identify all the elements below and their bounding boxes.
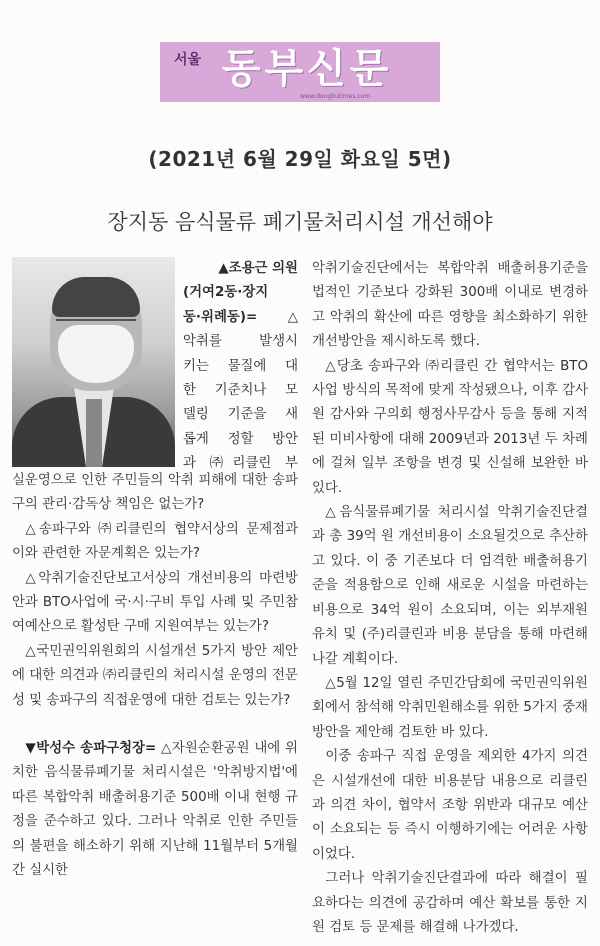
question-paragraph: △악취기술진단보고서상의 개선비용의 마련방안과 BTO사업에 국·시·구비 투입 사례 및 주민참여예산으로 활성탄 구매 지원여부는 있는가? (12, 570, 298, 635)
answer-paragraph: 그러나 악취기술진단결과에 따라 해결이 필요하다는 의견에 공감하며 예산 확보를 통한 지원 검토 등 문제를 해결해 나가겠다. (312, 871, 588, 935)
question-district-2-line (183, 306, 298, 330)
answer-paragraph: 이중 송파구 직접 운영을 제외한 4가지 의견은 시설개선에 대한 비용분담 내용으로 리클린과 의견 차이, 협약서 조항 위반과 대규모 예산이 소요되는 등 즉시 이행하기에는 어려운 사항이었다. (312, 749, 588, 862)
question-sidebar-text (183, 257, 298, 477)
answer-paragraph: △음식물류폐기물 처리시설 악취기술진단결과 총 39억 원 개선비용이 소요될것으로 추산하고 있다. 이 중 기존보다 더 엄격한 배출허용기준을 적용함으로 인해 새로운 시설을 마련하는 비용으로 34억 원이 소요되며, 이는 외부재원 유치 및 (주)리클린과 비용 분담을 통해 마련해 나갈 계획이다. (312, 505, 588, 667)
answer-paragraph: △5월 12일 열린 주민간담회에 국민권익위원회에서 참석해 악취민원해소를 위한 5가지 중재방안을 제안해 검토한 바 있다. (312, 675, 588, 740)
question-paragraph-1: 실운영으로 인한 주민들의 악취 피해에 대한 송파구의 관리·감독상 책임은 없는가? (12, 473, 298, 513)
masthead-url: www.dongbutimes.com (300, 93, 371, 100)
councilor-photo (12, 257, 175, 467)
photo-hair (52, 277, 140, 317)
article-headline: 장지동 음식물류 폐기물처리시설 개선해야 (107, 210, 493, 234)
answer-paragraph-1 (12, 737, 298, 883)
question-district-1: (거여2동·장지 (183, 285, 269, 301)
masthead-prefix: 서울 (174, 52, 202, 68)
side-line: 과 ㈜리클린 부 (183, 456, 298, 472)
side-line: 키는 물질에 대 (183, 358, 298, 374)
question-district-2: 동·위례동)= (183, 309, 258, 325)
left-column (12, 469, 298, 884)
side-line: 델링 기준을 새 (183, 407, 298, 423)
answer-paragraph: 악취기술진단에서는 복합악취 배출허용기준을 법적인 기준보다 강화된 300배 이내로 변경하고 악취의 확산에 따른 영향을 최소화하기 위한 개선방안을 제시하도록 했다. (312, 261, 588, 350)
right-column (312, 257, 588, 940)
publication-dateline: (2021년 6월 29일 화요일 5면) (148, 147, 452, 171)
side-line: 한 기준치나 모 (183, 383, 298, 399)
question-speaker: ▲조용근 의원 (218, 261, 298, 276)
question-paragraph: △송파구와 ㈜리클린의 협약서상의 문제점과 이와 관련한 자문계획은 있는가? (12, 521, 298, 562)
newspaper-masthead (160, 42, 440, 102)
masthead-title: 동부신문 (222, 46, 393, 92)
answer-paragraph: △당초 송파구와 ㈜리클린 간 협약서는 BTO사업 방식의 목적에 맞게 작성됐으나, 이후 감사원 감사와 구의회 행정사무감사 등을 통해 지적된 미비사항에 대해 2009년과 2013년 두 차례에 걸쳐 일부 조항을 변경 및 신설해 보완한 바 있다. (312, 358, 588, 496)
answer-text: △자원순환공원 내에 위치한 음식물류폐기물 처리시설은 '악취방지법'에 따른 복합악취 배출허용기준 500배 이내 현행 규정을 준수하고 있다. 그러나 악취로 인한 주민들의 불편을 해소하기 위해 지난해 11월부터 5개월간 실시한 (12, 741, 298, 879)
side-line: 악취를 발생시 (183, 334, 298, 350)
side-line: 롭게 정할 방안 (183, 431, 298, 447)
question-first-triangle: △ (257, 309, 298, 325)
photo-tie (86, 399, 102, 467)
answer-speaker: ▼박성수 송파구청장= (25, 741, 157, 757)
question-paragraph: △국민권익위원회의 시설개선 5가지 방안 제안에 대한 의견과 ㈜리클린의 처리시설 운영의 전문성 및 송파구의 직접운영에 대한 검토는 있는가? (12, 643, 298, 708)
